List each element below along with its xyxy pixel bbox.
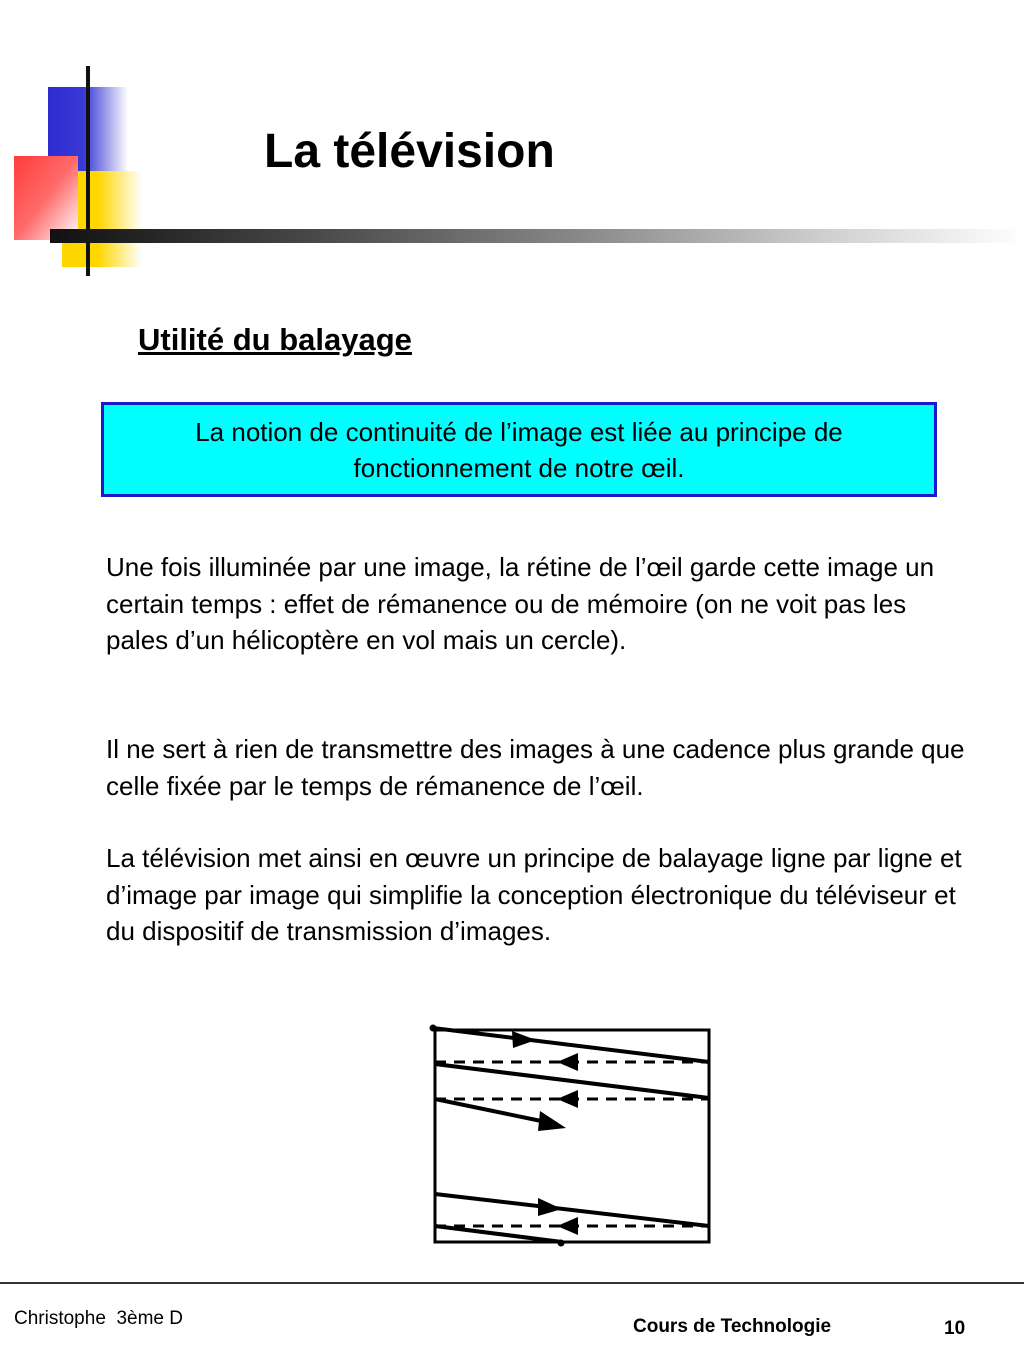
scan-start-dot (430, 1025, 437, 1032)
callout-box (101, 402, 937, 497)
scan-arrow-3 (538, 1111, 566, 1131)
retrace-arrow-4 (557, 1217, 578, 1235)
page-number: 10 (944, 1318, 966, 1339)
section-heading: Utilité du balayage (138, 322, 412, 357)
decor-vertical-line (86, 66, 90, 276)
decor-title-bar (50, 229, 1024, 243)
retrace-arrow-1 (557, 1053, 578, 1071)
callout-text: La notion de continuité de l’image est liée au principe de fonctionnement de notre œil. (195, 416, 843, 483)
scan-arrow-1 (512, 1031, 536, 1048)
retrace-arrow-2 (557, 1090, 578, 1108)
scan-line-3 (435, 1099, 546, 1122)
paragraph-cadence: Il ne sert à rien de transmettre des images à une cadence plus grande que celle fixée par le temps de rémanence de l’œil. (106, 734, 965, 801)
slide-title: La télévision (264, 125, 555, 178)
scan-diagram (428, 1022, 718, 1250)
footer-divider (0, 1282, 1024, 1284)
scan-line-5 (435, 1226, 562, 1242)
footer-course: Cours de Technologie (633, 1316, 832, 1337)
paragraph-balayage: La télévision met ainsi en œuvre un principe de balayage ligne par ligne et d’image par image qui simplifie la conception électronique du téléviseur et du dispositif de transmission d’images. (106, 843, 962, 946)
scan-end-dot (558, 1240, 565, 1247)
footer-author: Christophe 3ème D (14, 1308, 183, 1329)
decor-red-square (14, 156, 78, 240)
paragraph-remanence: Une fois illuminée par une image, la rétine de l’œil garde cette image un certain temps : effet de rémanence ou de mémoire (on ne voit pas les pales d’un hélicoptère en vol mais un cercle). (106, 552, 935, 655)
